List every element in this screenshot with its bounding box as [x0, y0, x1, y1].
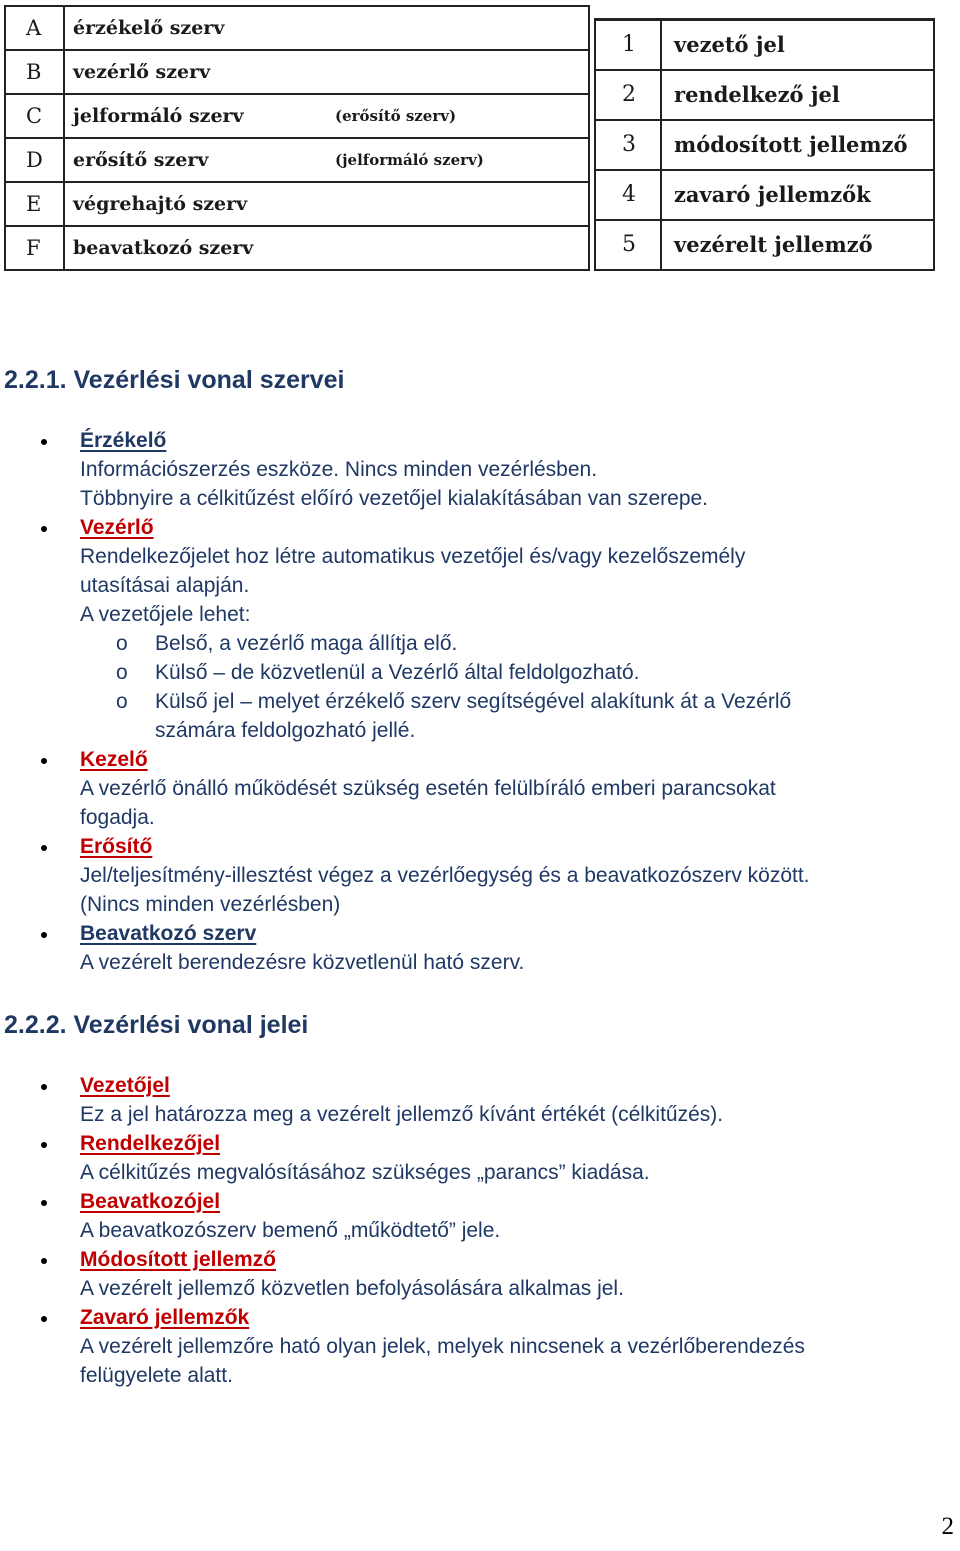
- list-item: [0, 745, 810, 832]
- signal-name: módosított jellemző: [661, 120, 934, 170]
- list-item: [0, 1129, 805, 1187]
- bullet-icon: [41, 758, 47, 764]
- sub-list-item: [0, 629, 810, 658]
- description-line: Ez a jel határozza meg a vezérelt jellemző kívánt értékét (célkitűzés).: [80, 1103, 724, 1126]
- signal-name: vezérelt jellemző: [661, 220, 934, 270]
- organs-table-row: [5, 6, 589, 50]
- description-line: felügyelete alatt.: [80, 1364, 233, 1387]
- organ-name-cell: [64, 50, 589, 94]
- description-line: Információszerzés eszköze. Nincs minden vezérlésben.: [80, 458, 598, 481]
- organ-letter: E: [5, 182, 64, 226]
- signals-table: [594, 18, 935, 271]
- signal-number: 1: [595, 20, 661, 70]
- bullet-icon: [41, 1258, 47, 1264]
- organ-alt-name: (jelformáló szerv): [335, 151, 484, 169]
- organs-table-row: [5, 50, 589, 94]
- organ-name: végrehajtó szerv: [73, 193, 248, 215]
- sub-bullet-marker: o: [116, 690, 128, 713]
- signal-name: zavaró jellemzők: [661, 170, 934, 220]
- description-line: fogadja.: [80, 806, 155, 829]
- organ-name: jelformáló szerv: [73, 105, 244, 127]
- bullet-icon: [41, 845, 47, 851]
- description-line: A vezérelt jellemző közvetlen befolyásolására alkalmas jel.: [80, 1277, 624, 1300]
- signal-number: 5: [595, 220, 661, 270]
- organ-name: beavatkozó szerv: [73, 237, 254, 259]
- organs-table: [4, 5, 590, 271]
- signal-name: vezető jel: [661, 20, 934, 70]
- description-line: A célkitűzés megvalósításához szükséges „parancs” kiadása.: [80, 1161, 650, 1184]
- term: Kezelő: [80, 748, 148, 771]
- sub-bullet-marker: o: [116, 632, 128, 655]
- list-item: [0, 513, 810, 629]
- term: Módosított jellemző: [80, 1248, 276, 1271]
- description-line: A vezérelt berendezésre közvetlenül ható szerv.: [80, 951, 525, 974]
- description-line: utasításai alapján.: [80, 574, 250, 597]
- list-item: [0, 919, 810, 977]
- signals-table-row: [595, 20, 934, 70]
- term: Beavatkozó szerv: [80, 922, 257, 945]
- term: Beavatkozójel: [80, 1190, 221, 1213]
- organ-letter: D: [5, 138, 64, 182]
- description-line: A vezetőjele lehet:: [80, 603, 251, 626]
- signal-name: rendelkező jel: [661, 70, 934, 120]
- description-line: Rendelkezőjelet hoz létre automatikus vezetőjel és/vagy kezelőszemély: [80, 545, 746, 568]
- signals-list: [0, 1071, 805, 1390]
- signals-table-row: [595, 220, 934, 270]
- term: Zavaró jellemzők: [80, 1306, 250, 1329]
- description-line: A vezérlő önálló működését szükség esetén felülbíráló emberi parancsokat: [80, 777, 776, 800]
- description-line: (Nincs minden vezérlésben): [80, 893, 341, 916]
- signals-table-row: [595, 120, 934, 170]
- page-number: 2: [941, 1513, 954, 1540]
- bullet-icon: [41, 1084, 47, 1090]
- signal-number: 3: [595, 120, 661, 170]
- organ-name-cell: [64, 226, 589, 270]
- section-title-signals: 2.2.2. Vezérlési vonal jelei: [4, 1011, 309, 1039]
- list-item: [0, 426, 810, 513]
- description-line: A beavatkozószerv bemenő „működtető” jele.: [80, 1219, 501, 1242]
- section-title-organs: 2.2.1. Vezérlési vonal szervei: [4, 366, 345, 394]
- term: Érzékelő: [80, 429, 167, 452]
- bullet-icon: [41, 526, 47, 532]
- bullet-icon: [41, 439, 47, 445]
- description-line: Többnyire a célkitűzést előíró vezetőjel kialakításában van szerepe.: [80, 487, 709, 510]
- organs-table-row: [5, 94, 589, 138]
- sub-list-item: [0, 658, 810, 687]
- list-item: [0, 1187, 805, 1245]
- description-line: A vezérelt jellemzőre ható olyan jelek, melyek nincsenek a vezérlőberendezés: [80, 1335, 805, 1358]
- organs-list: [0, 426, 810, 977]
- sub-bullet-marker: o: [116, 661, 128, 684]
- organ-name-cell: [64, 6, 589, 50]
- term: Vezérlő: [80, 516, 154, 539]
- organ-name-cell: [64, 94, 589, 138]
- organ-name: vezérlő szerv: [73, 61, 211, 83]
- sub-list-item: [0, 687, 810, 745]
- organ-name: erősítő szerv: [73, 149, 209, 171]
- term: Vezetőjel: [80, 1074, 170, 1097]
- description-line: Jel/teljesítmény-illesztést végez a vezérlőegység és a beavatkozószerv között.: [80, 864, 810, 887]
- organ-letter: F: [5, 226, 64, 270]
- organs-table-row: [5, 226, 589, 270]
- signals-table-row: [595, 170, 934, 220]
- sub-item-line: Belső, a vezérlő maga állítja elő.: [155, 632, 458, 655]
- bullet-icon: [41, 932, 47, 938]
- term: Erősítő: [80, 835, 153, 858]
- list-item: [0, 1071, 805, 1129]
- sub-item-line: számára feldolgozható jellé.: [155, 719, 416, 742]
- bullet-icon: [41, 1200, 47, 1206]
- bullet-icon: [41, 1142, 47, 1148]
- bullet-icon: [41, 1316, 47, 1322]
- signal-number: 4: [595, 170, 661, 220]
- organ-letter: A: [5, 6, 64, 50]
- organ-name-cell: [64, 182, 589, 226]
- signals-table-row: [595, 70, 934, 120]
- organs-table-row: [5, 138, 589, 182]
- term: Rendelkezőjel: [80, 1132, 221, 1155]
- sub-item-line: Külső – de közvetlenül a Vezérlő által feldolgozható.: [155, 661, 640, 684]
- list-item: [0, 832, 810, 919]
- list-item: [0, 1245, 805, 1303]
- signal-number: 2: [595, 70, 661, 120]
- organ-name-cell: [64, 138, 589, 182]
- organ-name: érzékelő szerv: [73, 17, 225, 39]
- organs-table-row: [5, 182, 589, 226]
- list-item: [0, 1303, 805, 1390]
- sub-item-line: Külső jel – melyet érzékelő szerv segítségével alakítunk át a Vezérlő: [155, 690, 792, 713]
- organ-alt-name: (erősítő szerv): [335, 107, 457, 125]
- organ-letter: B: [5, 50, 64, 94]
- organ-letter: C: [5, 94, 64, 138]
